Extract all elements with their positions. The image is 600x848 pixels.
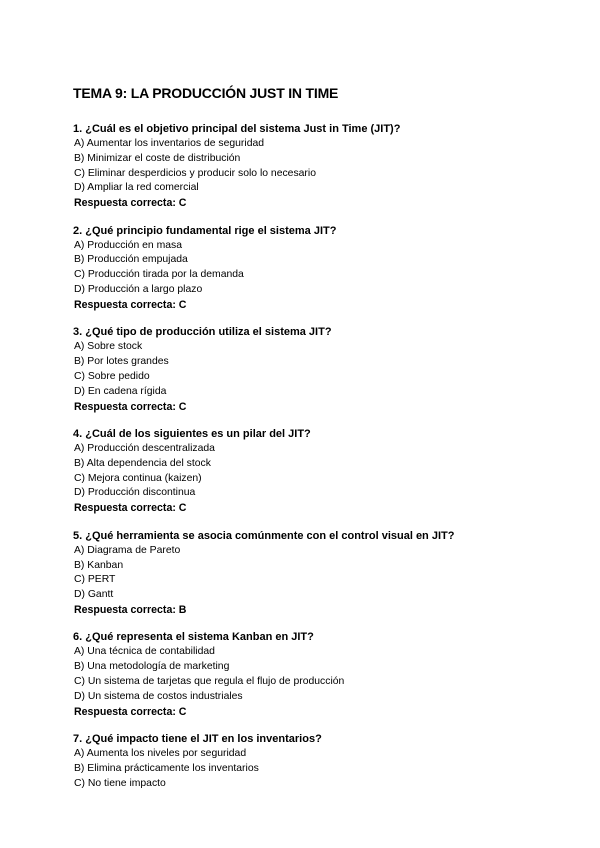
option-item: B) Kanban (74, 559, 124, 571)
option-item: C) Producción tirada por la demanda (74, 269, 244, 281)
option-item: B) Elimina prácticamente los inventarios (74, 762, 259, 774)
option-item: B) Minimizar el coste de distribución (74, 152, 241, 164)
option-item: A) Sobre stock (74, 341, 143, 353)
option-item: D) Gantt (74, 589, 114, 601)
options-list (73, 239, 573, 298)
question-text: 1. ¿Cuál es el objetivo principal del sistema Just in Time (JIT)? (73, 123, 401, 135)
option-item: C) Un sistema de tarjetas que regula el flujo de producción (74, 676, 345, 688)
option-item: B) Alta dependencia del stock (74, 457, 211, 469)
page-title: TEMA 9: LA PRODUCCIÓN JUST IN TIME (73, 85, 339, 101)
option-item: D) Producción discontinua (74, 487, 196, 499)
option-item: A) Aumentar los inventarios de seguridad (74, 138, 265, 149)
option-item: A) Una técnica de contabilidad (74, 646, 215, 658)
correct-answer: Respuesta correcta: C (74, 502, 187, 515)
correct-answer: Respuesta correcta: C (74, 197, 187, 210)
correct-answer: Respuesta correcta: B (74, 603, 187, 616)
option-item: D) Producción a largo plazo (74, 284, 203, 296)
correct-answer: Respuesta correcta: C (74, 298, 187, 311)
question-block (73, 630, 573, 719)
options-list (73, 747, 573, 791)
option-item: A) Producción descentralizada (74, 443, 215, 455)
option-item: D) Un sistema de costos industriales (74, 690, 243, 702)
option-item: C) No tiene impacto (74, 777, 166, 789)
question-text: 7. ¿Qué impacto tiene el JIT en los inventarios? (73, 733, 322, 746)
document-page (73, 84, 573, 805)
option-item: A) Aumenta los niveles por seguridad (74, 748, 247, 760)
option-item: B) Por lotes grandes (74, 356, 169, 368)
correct-answer: Respuesta correcta: C (74, 705, 187, 718)
correct-answer: Respuesta correcta: C (74, 400, 187, 413)
option-item: C) Mejora continua (kaizen) (74, 472, 202, 484)
question-block (73, 224, 573, 313)
option-item: C) Eliminar desperdicios y producir solo lo necesario (74, 167, 316, 179)
question-text: 5. ¿Qué herramienta se asocia comúnmente con el control visual en JIT? (73, 529, 455, 542)
question-text: 2. ¿Qué principio fundamental rige el sistema JIT? (73, 224, 337, 237)
question-block (73, 732, 573, 791)
question-block (73, 529, 573, 618)
option-item: A) Producción en masa (74, 239, 183, 251)
question-text: 4. ¿Cuál de los siguientes es un pilar del JIT? (73, 428, 311, 441)
options-list (73, 645, 573, 704)
option-item: A) Diagrama de Pareto (74, 544, 181, 556)
options-list (73, 442, 573, 501)
option-item: D) En cadena rígida (74, 385, 167, 397)
question-block (73, 427, 573, 516)
question-text: 6. ¿Qué representa el sistema Kanban en JIT? (73, 631, 314, 644)
options-list (73, 137, 573, 196)
question-block (73, 325, 573, 414)
option-item: B) Una metodología de marketing (74, 661, 230, 673)
question-block (73, 122, 573, 211)
option-item: C) PERT (74, 574, 116, 586)
option-item: D) Ampliar la red comercial (74, 182, 199, 194)
options-list (73, 340, 573, 399)
option-item: C) Sobre pedido (74, 370, 150, 382)
question-text: 3. ¿Qué tipo de producción utiliza el sistema JIT? (73, 326, 332, 339)
option-item: B) Producción empujada (74, 254, 188, 266)
options-list (73, 544, 573, 603)
